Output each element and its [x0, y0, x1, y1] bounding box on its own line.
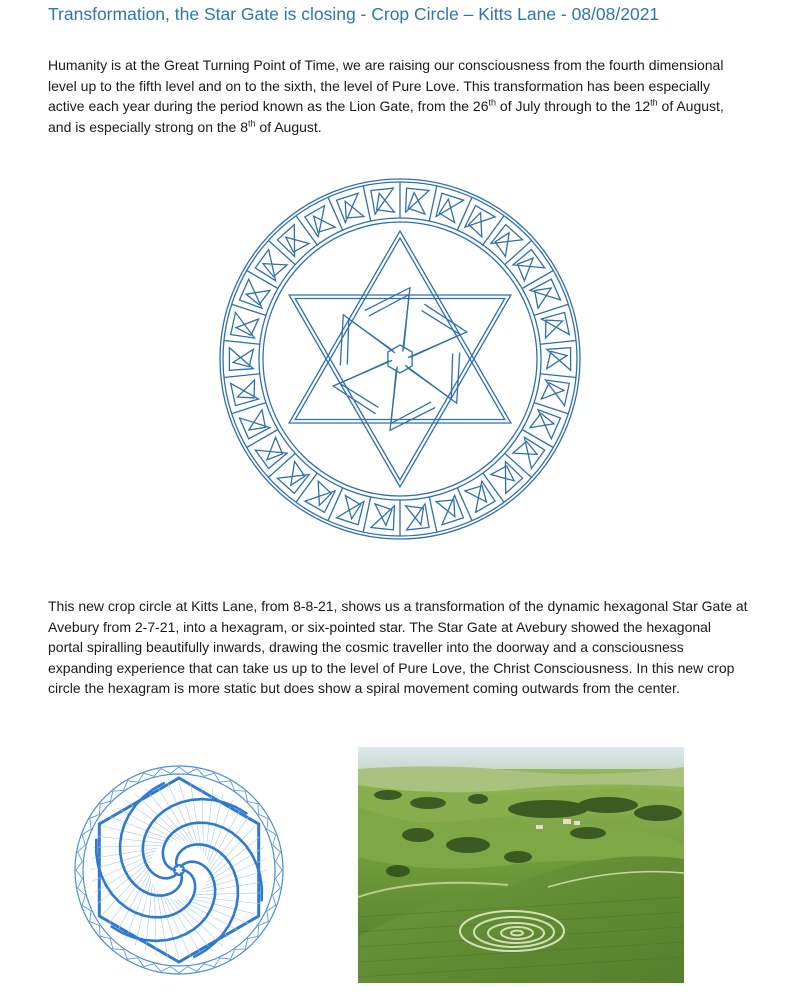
intro-paragraph: Humanity is at the Great Turning Point of Time, we are raising our consciousness from the fourth dimensional level up to the fifth level and on to the sixth, the level of Pure Love. This transformation has been especially active each year during the period known as the Lion Gate, from the 26th of July through to the 12th of August, and is especially strong on the 8th of August.: [48, 57, 724, 135]
document-title: Transformation, the Star Gate is closing - Crop Circle – Kitts Lane - 08/08/2021: [48, 4, 660, 24]
aerial-crop-circle-photo: [358, 747, 684, 983]
hexagonal-star-gate-spiral-drawing: [73, 764, 285, 976]
hexagram-crop-circle-diagram: [217, 176, 583, 542]
description-paragraph: This new crop circle at Kitts Lane, from 8-8-21, shows us a transformation of the dynamic hexagonal Star Gate at Avebury from 2-7-21, into a hexagram, or six-pointed star. The Star Gate at Avebury showed the hexagonal portal spiralling beautifully inwards, drawing the cosmic traveller into the doorway and a consciousness expanding experience that can take us up to the level of Pure Love, the Christ Consciousness. In this new crop circle the hexagram is more static but does show a spiral movement coming outwards from the center.: [48, 598, 748, 696]
